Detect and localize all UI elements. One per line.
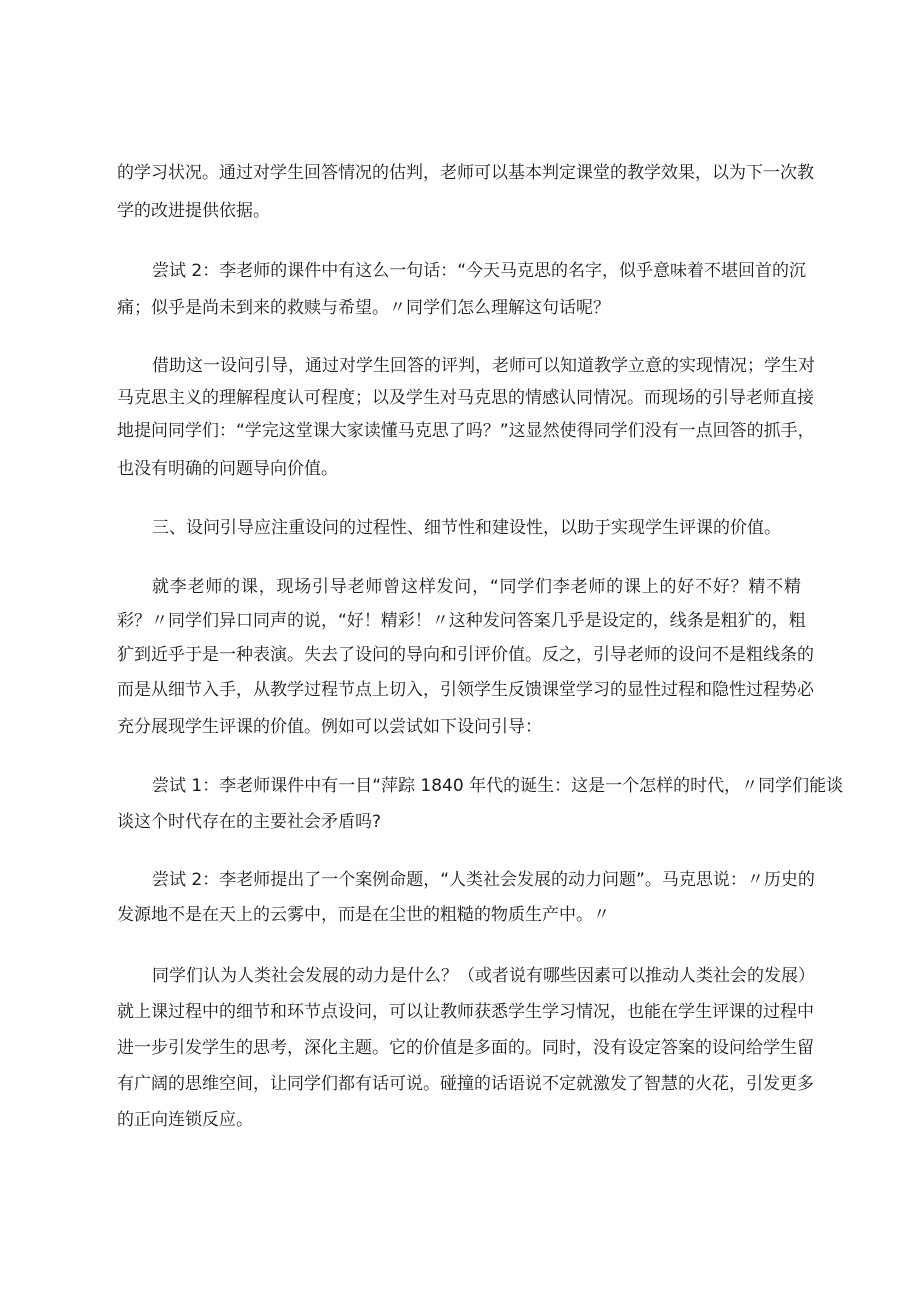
paragraph-line: 的学习状况。通过对学生回答情况的估判，老师可以基本判定课堂的教学效果，以为下一次教 [117, 163, 814, 183]
paragraph-line: 充分展现学生评课的价值。例如可以尝试如下设问引导： [117, 717, 542, 737]
paragraph-line: 同学们认为人类社会发展的动力是什么？（或者说有哪些因素可以推动人类社会的发展） [152, 966, 815, 986]
paragraph-line: 借助这一设问引导，通过对学生回答的评判，老师可以知道教学立意的实现情况；学生对 [152, 356, 815, 376]
paragraph-line: 谈这个时代存在的主要社会矛盾吗? [117, 812, 382, 832]
paragraph-line: 犷到近乎于是一种表演。失去了设问的导向和引评价值。反之，引导老师的设问不是粗线条的 [117, 645, 814, 665]
paragraph-line: 尝试 1：李老师课件中有一目“萍踪 1840 年代的诞生：这是一个怎样的时代，〃同学们能谈 [152, 776, 844, 796]
paragraph-line: 尝试 2：李老师提出了一个案例命题，“人类社会发展的动力问题”。马克思说：〃历史的 [152, 870, 815, 890]
paragraph-line: 学的改进提供依据。 [117, 201, 270, 221]
paragraph-line: 有广阔的思维空间，让同学们都有话可说。碰撞的话语说不定就激发了智慧的火花，引发更多 [117, 1074, 814, 1094]
paragraph-line: 进一步引发学生的思考，深化主题。它的价值是多面的。同时，没有设定答案的设问给学生留 [117, 1038, 814, 1058]
paragraph-line: 就上课过程中的细节和环节点设问，可以让教师获悉学生学习情况，也能在学生评课的过程中 [117, 1002, 814, 1022]
paragraph-line: 的正向连锁反应。 [117, 1110, 253, 1130]
paragraph-line: 马克思主义的理解程度认可程度；以及学生对马克思的情感认同情况。而现场的引导老师直接 [117, 388, 814, 408]
paragraph-line: 就李老师的课，现场引导老师曾这样发问，“同学们李老师的课上的好不好？精不精 [152, 577, 801, 597]
paragraph-line: 发源地不是在天上的云雾中，而是在尘世的粗糙的物质生产中。〃 [117, 905, 610, 925]
paragraph-line: 尝试 2：李老师的课件中有这么一句话：“今天马克思的名字，似乎意味着不堪回首的沉 [152, 261, 807, 281]
paragraph-line: 而是从细节入手，从教学过程节点上切入，引领学生反馈课堂学习的显性过程和隐性过程势必 [117, 680, 814, 700]
paragraph-line: 也没有明确的问题导向价值。 [117, 459, 338, 479]
paragraph-line: 彩？〃同学们异口同声的说，“好！精彩！〃这种发问答案几乎是设定的，线条是粗犷的，粗 [117, 611, 806, 631]
section-heading: 三、设问引导应注重设问的过程性、细节性和建设性，以助于实现学生评课的价值。 [152, 518, 781, 538]
paragraph-line: 痛；似乎是尚未到来的救赎与希望。〃同学们怎么理解这句话呢？ [117, 298, 610, 318]
paragraph-line: 地提问同学们：“学完这堂课大家读懂马克思了吗？”这显然使得同学们没有一点回答的抓手， [117, 421, 815, 441]
